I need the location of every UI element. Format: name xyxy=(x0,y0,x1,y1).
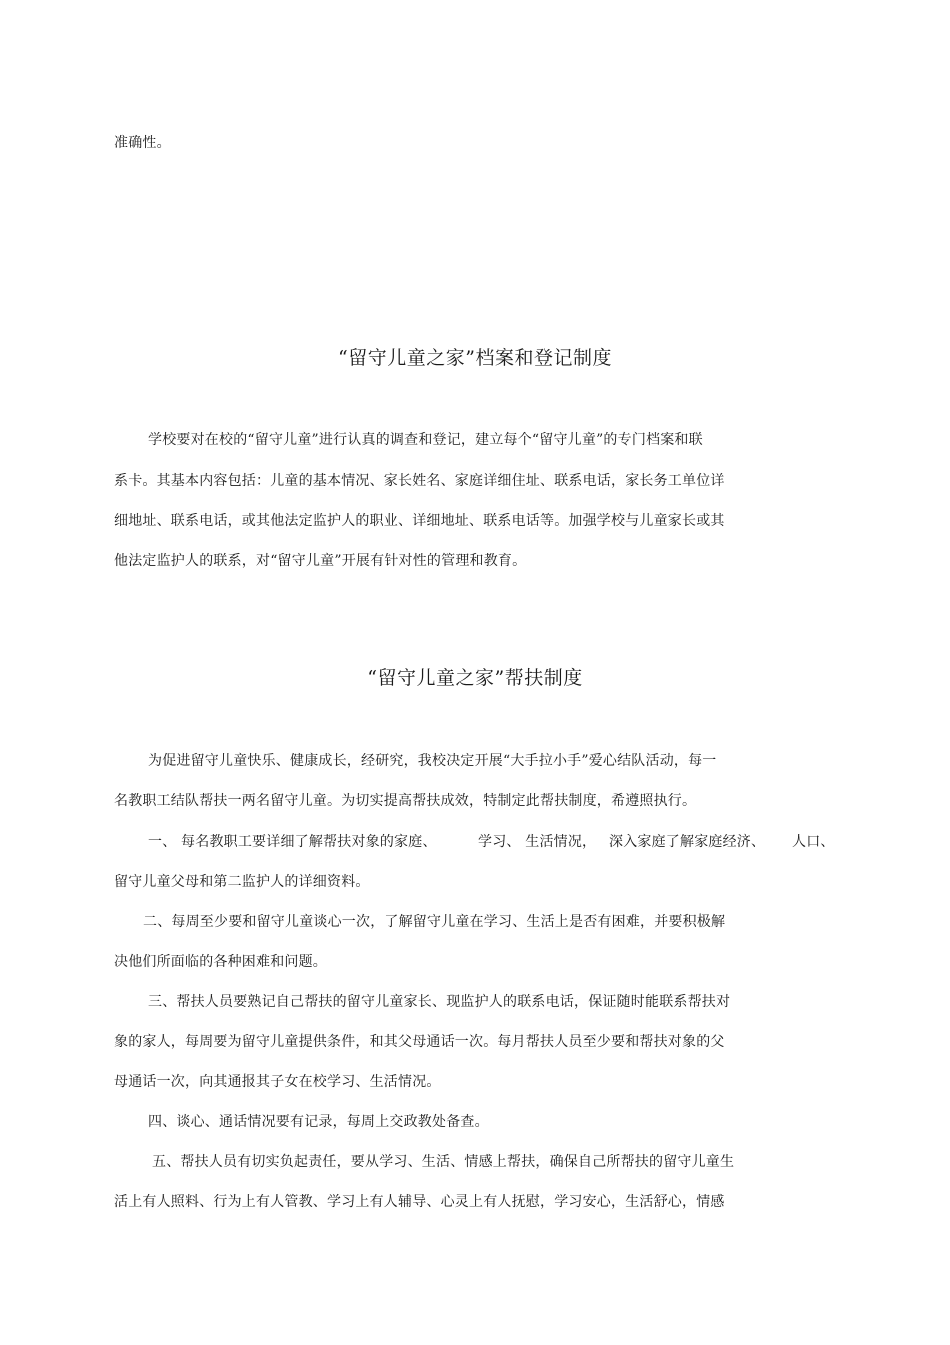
paragraph-line: 五、帮扶人员有切实负起责任，要从学习、生活、情感上帮扶，确保自己所帮扶的留守儿童生 xyxy=(152,1154,735,1170)
item-1-segment: 学习、 生活情况， xyxy=(478,834,597,850)
paragraph-line: 母通话一次，向其通报其子女在校学习、生活情况。 xyxy=(114,1074,441,1090)
paragraph-line: 他法定监护人的联系，对“留守儿童”开展有针对性的管理和教育。 xyxy=(114,553,527,569)
paragraph-line: 二、每周至少要和留守儿童谈心一次，了解留守儿童在学习、生活上是否有困难，并要积极解 xyxy=(143,914,726,930)
paragraph-line: 三、帮扶人员要熟记自己帮扶的留守儿童家长、现监护人的联系电话，保证随时能联系帮扶对 xyxy=(148,994,731,1010)
item-1-line-1 xyxy=(148,833,848,851)
paragraph-line: 象的家人，每周要为留守儿童提供条件，和其父母通话一次。每月帮扶人员至少要和帮扶对象的父 xyxy=(114,1034,725,1050)
item-1-segment: 一、 每名教职工要详细了解帮扶对象的家庭、 xyxy=(148,834,437,850)
paragraph-line: 留守儿童父母和第二监护人的详细资料。 xyxy=(114,874,370,890)
paragraph-line: 学校要对在校的“留守儿童”进行认真的调查和登记，建立每个“留守儿童”的专门档案和联 xyxy=(148,432,703,448)
paragraph-line: 系卡。其基本内容包括：儿童的基本情况、家长姓名、家庭详细住址、联系电话，家长务工单位详 xyxy=(114,473,725,489)
section-title-archive: “留守儿童之家”档案和登记制度 xyxy=(338,347,612,369)
item-1-segment: 人口、 xyxy=(792,834,835,850)
paragraph-line: 活上有人照料、行为上有人管教、学习上有人辅导、心灵上有人抚慰，学习安心，生活舒心，情感 xyxy=(114,1194,725,1210)
paragraph-line: 为促进留守儿童快乐、健康成长，经研究，我校决定开展“大手拉小手”爱心结队活动，每一 xyxy=(148,753,717,769)
section-title-support: “留守儿童之家”帮扶制度 xyxy=(367,667,583,689)
paragraph-line: 决他们所面临的各种困难和问题。 xyxy=(114,954,327,970)
paragraph-line: 四、谈心、通话情况要有记录，每周上交政教处备查。 xyxy=(148,1114,489,1130)
paragraph-line: 名教职工结队帮扶一两名留守儿童。为切实提高帮扶成效，特制定此帮扶制度，希遵照执行。 xyxy=(114,793,697,809)
continuation-fragment: 准确性。 xyxy=(114,135,171,151)
item-1-segment: 深入家庭了解家庭经济、 xyxy=(609,834,766,850)
paragraph-line: 细地址、联系电话，或其他法定监护人的职业、详细地址、联系电话等。加强学校与儿童家长或其 xyxy=(114,513,725,529)
